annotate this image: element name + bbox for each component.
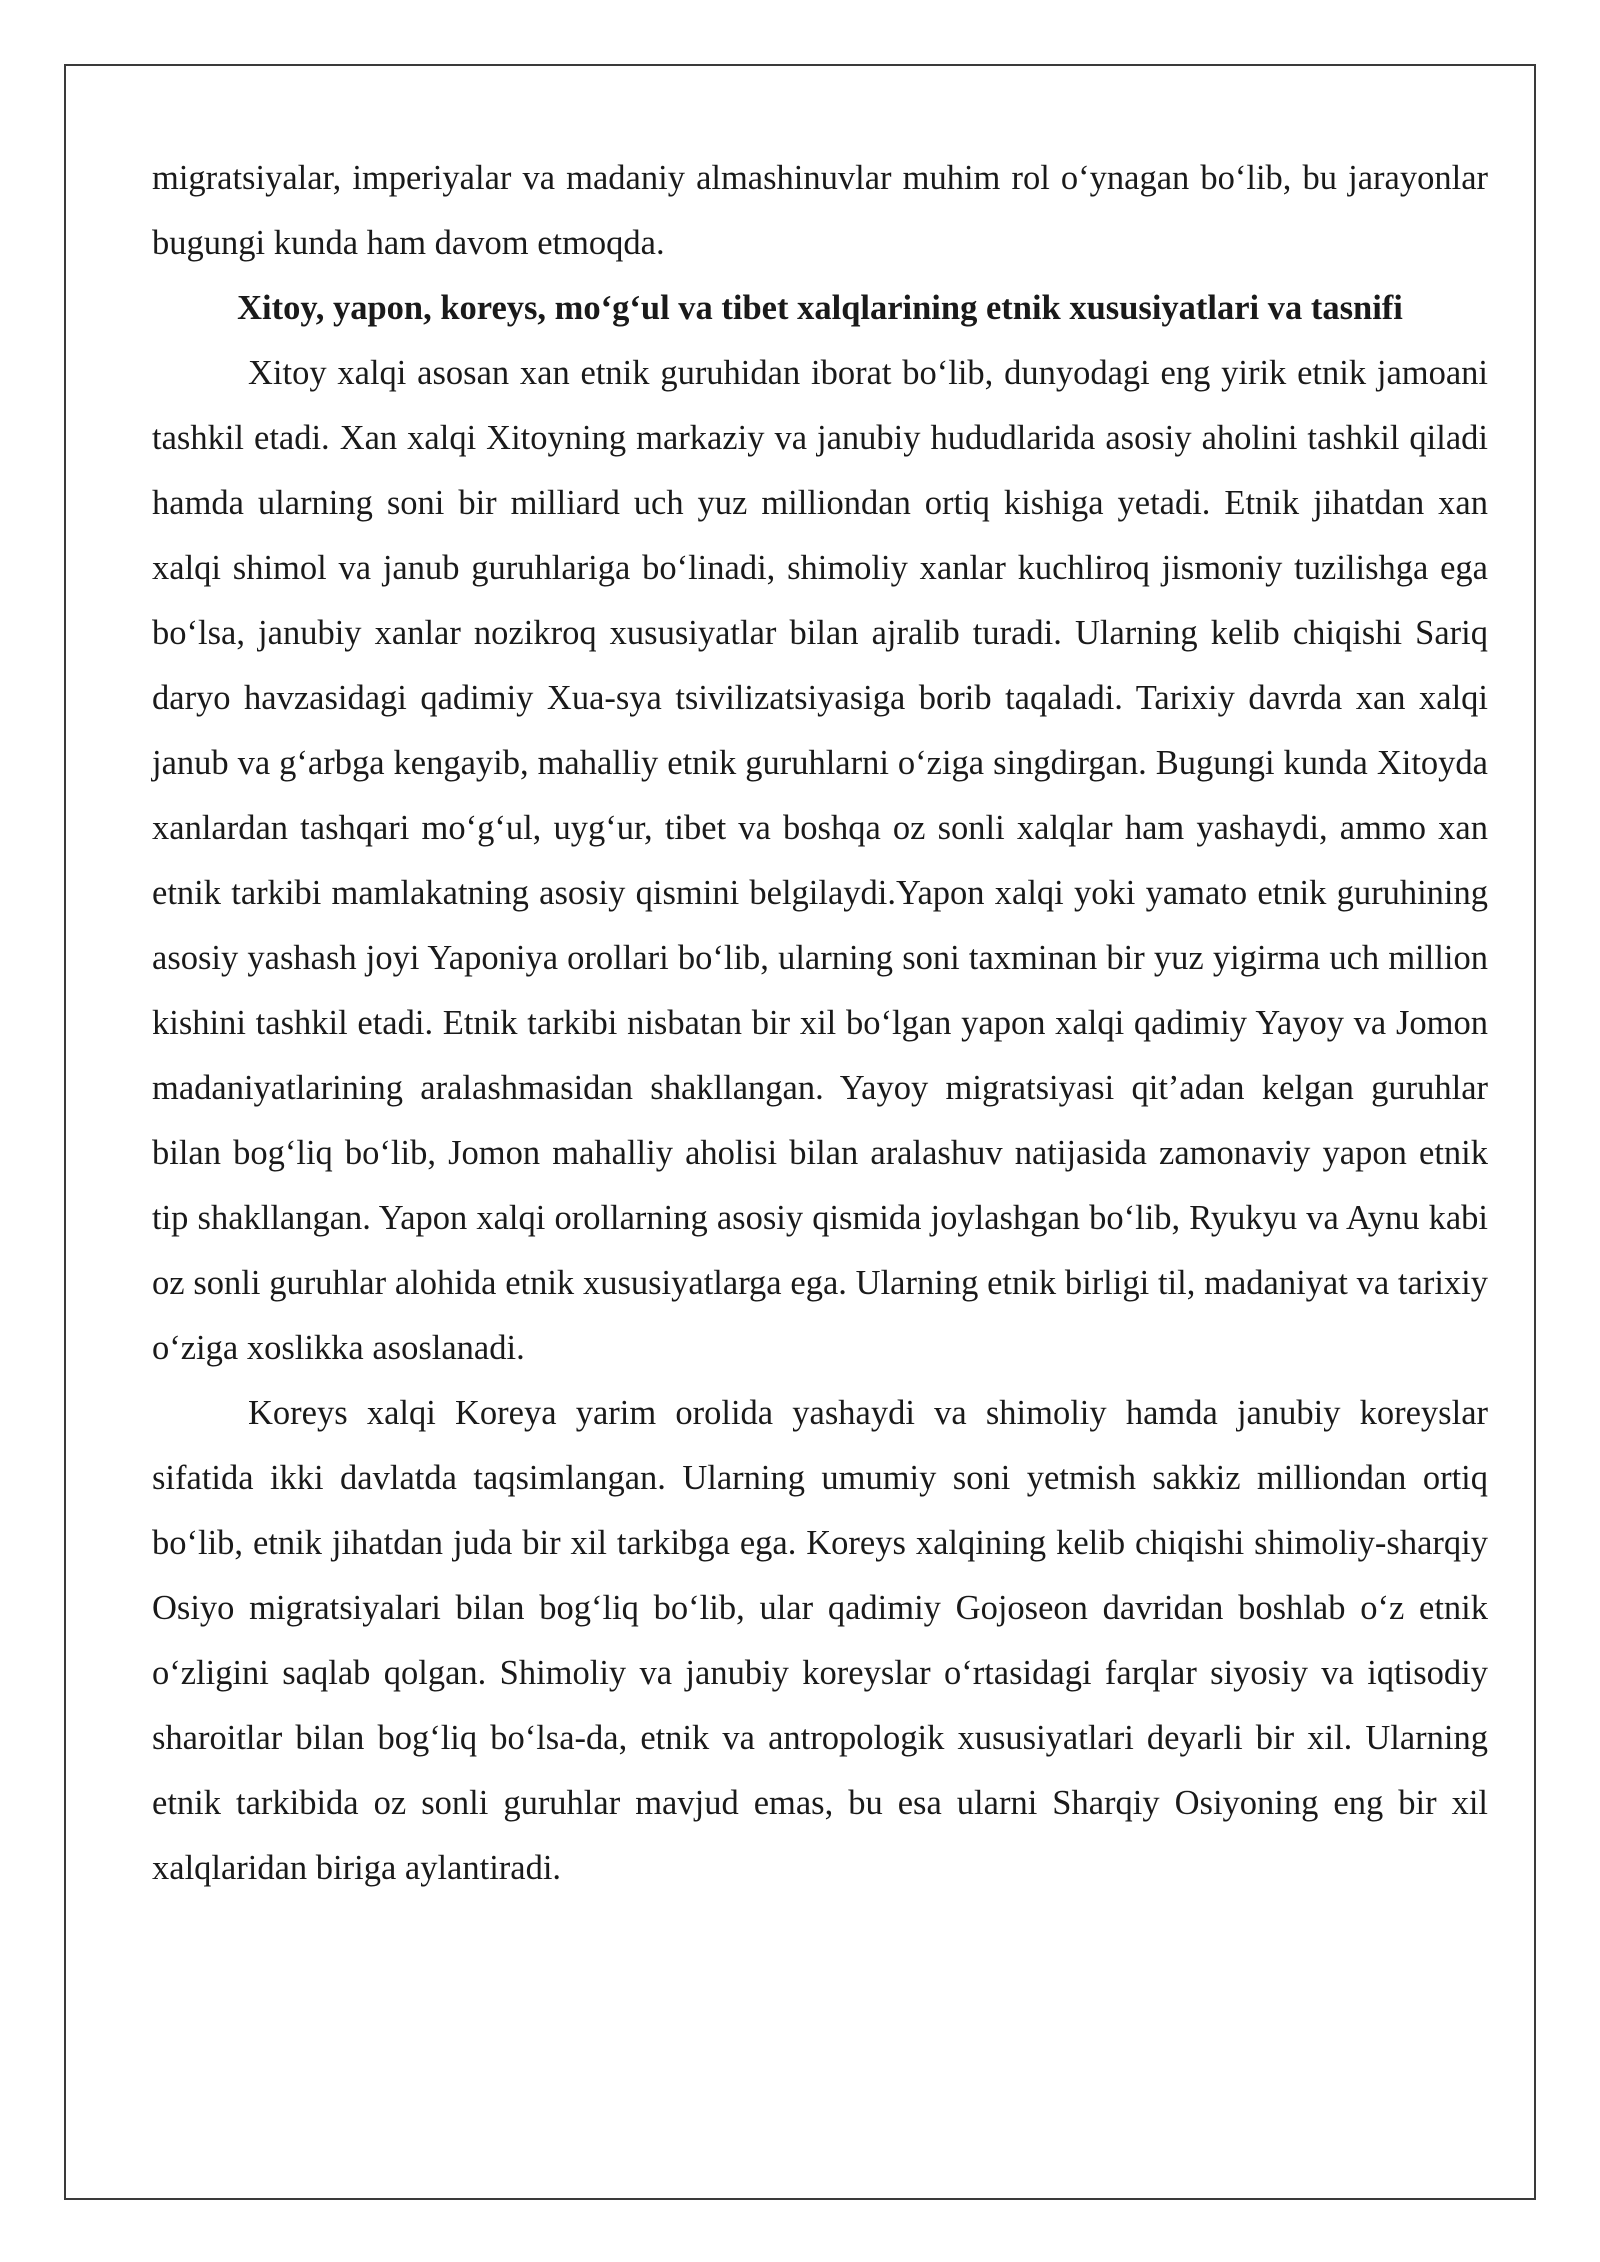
continued-paragraph: migratsiyalar, imperiyalar va madaniy almashinuvlar muhim rol o‘ynagan bo‘lib, bu jarayonlar bugungi kunda ham davom etmoqda.: [152, 159, 1488, 262]
paragraph-china-japan: Xitoy xalqi asosan xan etnik guruhidan iborat bo‘lib, dunyodagi eng yirik etnik jamoani tashkil etadi. Xan xalqi Xitoyning markaziy va janubiy hududlarida asosiy aholini tashkil qiladi hamda ularning soni bir milliard uch yuz milliondan ortiq kishiga yetadi. Etnik jihatdan xan xalqi shimol va janub guruhlariga bo‘linadi, shimoliy xanlar kuchliroq jismoniy tuzilishga ega bo‘lsa, janubiy xanlar nozikroq xususiyatlar bilan ajralib turadi. Ularning kelib chiqishi Sariq daryo havzasidagi qadimiy Xua-sya tsivilizatsiyasiga borib taqaladi. Tarixiy davrda xan xalqi janub va g‘arbga kengayib, mahalliy etnik guruhlarni o‘ziga singdirgan. Bugungi kunda Xitoyda xanlardan tashqari mo‘g‘ul, uyg‘ur, tibet va boshqa oz sonli xalqlar ham yashaydi, ammo xan etnik tarkibi mamlakatning asosiy qismini belgilaydi.Yapon xalqi yoki yamato etnik guruhining asosiy yashash joyi Yaponiya orollari bo‘lib, ularning soni taxminan bir yuz yigirma uch million kishini tashkil etadi. Etnik tarkibi nisbatan bir xil bo‘lgan yapon xalqi qadimiy Yayoy va Jomon madaniyatlarining aralashmasidan shakllangan. Yayoy migratsiyasi qit’adan kelgan guruhlar bilan bog‘liq bo‘lib, Jomon mahalliy aholisi bilan aralashuv natijasida zamonaviy yapon etnik tip shakllangan. Yapon xalqi orollarning asosiy qismida joylashgan bo‘lib, Ryukyu va Aynu kabi oz sonli guruhlar alohida etnik xususiyatlarga ega. Ularning etnik birligi til, madaniyat va tarixiy o‘ziga xoslikka asoslanadi.: [152, 354, 1488, 1367]
section-heading: Xitoy, yapon, koreys, mo‘g‘ul va tibet xalqlarining etnik xususiyatlari va tasnifi: [237, 289, 1403, 327]
paragraph-korea: Koreys xalqi Koreya yarim orolida yashaydi va shimoliy hamda janubiy koreyslar sifatida ikki davlatda taqsimlangan. Ularning umumiy soni yetmish sakkiz milliondan ortiq bo‘lib, etnik jihatdan juda bir xil tarkibga ega. Koreys xalqining kelib chiqishi shimoliy-sharqiy Osiyo migratsiyalari bilan bog‘liq bo‘lib, ular qadimiy Gojoseon davridan boshlab o‘z etnik o‘zligini saqlab qolgan. Shimoliy va janubiy koreyslar o‘rtasidagi farqlar siyosiy va iqtisodiy sharoitlar bilan bog‘liq bo‘lsa-da, etnik va antropologik xususiyatlari deyarli bir xil. Ularning etnik tarkibida oz sonli guruhlar mavjud emas, bu esa ularni Sharqiy Osiyoning eng bir xil xalqlaridan biriga aylantiradi.: [152, 1394, 1488, 1887]
document-body: [152, 146, 1488, 1901]
